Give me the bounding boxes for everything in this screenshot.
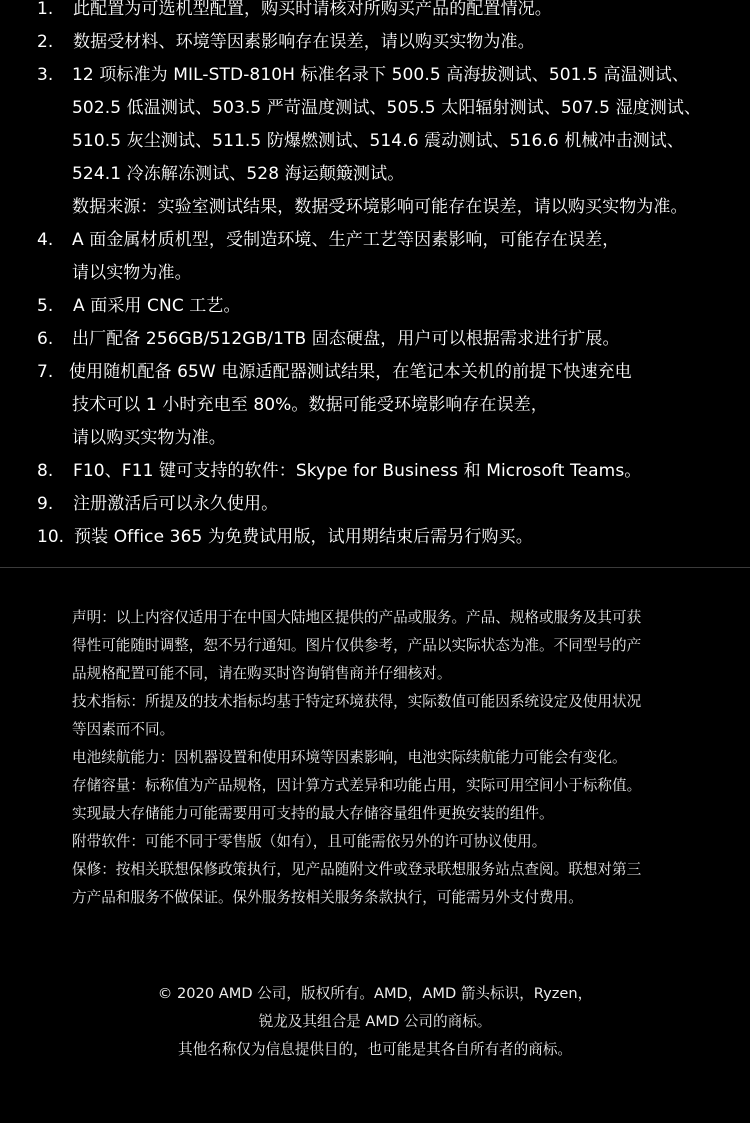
disclaimer-line: 等因素而不同。 xyxy=(72,721,175,738)
note-number: 1. xyxy=(37,0,54,19)
note-line: 技术可以 1 小时充电至 80%。数据可能受环境影响存在误差， xyxy=(72,395,548,415)
note-number: 8. xyxy=(37,461,54,481)
note-line: 请以实物为准。 xyxy=(72,263,192,283)
disclaimer-line: 附带软件：可能不同于零售版（如有），且可能需依另外的许可协议使用。 xyxy=(72,833,547,850)
note-line: 数据来源：实验室测试结果，数据受环境影响可能存在误差，请以购买实物为准。 xyxy=(72,197,688,217)
disclaimer-line: 品规格配置可能不同，请在购买时咨询销售商并仔细核对。 xyxy=(72,665,452,682)
disclaimer-line: 技术指标：所提及的技术指标均基于特定环境获得，实际数值可能因系统设定及使用状况 xyxy=(72,693,642,710)
note-line: A 面采用 CNC 工艺。 xyxy=(73,296,241,316)
footer-line: © 2020 AMD 公司，版权所有。AMD，AMD 箭头标识，Ryzen， xyxy=(157,985,593,1002)
note-line: A 面金属材质机型，受制造环境、生产工艺等因素影响，可能存在误差， xyxy=(72,230,620,250)
note-line: F10、F11 键可支持的软件：Skype for Business 和 Microsoft Teams。 xyxy=(73,461,642,481)
footer-line: 锐龙及其组合是 AMD 公司的商标。 xyxy=(258,1013,492,1030)
note-number: 4. xyxy=(37,230,54,250)
disclaimer-line: 方产品和服务不做保证。保外服务按相关服务条款执行，可能需另外支付费用。 xyxy=(72,889,583,906)
disclaimer-line: 声明：以上内容仅适用于在中国大陆地区提供的产品或服务。产品、规格或服务及其可获 xyxy=(72,609,642,626)
note-line: 请以购买实物为准。 xyxy=(72,428,226,448)
disclaimer-line: 实现最大存储能力可能需要用可支持的最大存储容量组件更换安装的组件。 xyxy=(72,805,554,822)
note-number: 10. xyxy=(37,527,65,547)
note-line: 预装 Office 365 为免费试用版，试用期结束后需另行购买。 xyxy=(74,527,533,547)
note-line: 出厂配备 256GB/512GB/1TB 固态硬盘，用户可以根据需求进行扩展。 xyxy=(72,329,620,349)
note-line: 注册激活后可以永久使用。 xyxy=(73,494,279,514)
note-number: 6. xyxy=(37,329,54,349)
disclaimer-line: 存储容量：标称值为产品规格，因计算方式差异和功能占用，实际可用空间小于标称值。 xyxy=(72,777,642,794)
note-number: 7. xyxy=(37,362,54,382)
note-number: 2. xyxy=(37,32,54,52)
note-line: 数据受材料、环境等因素影响存在误差，请以购买实物为准。 xyxy=(73,32,535,52)
note-number: 5. xyxy=(37,296,54,316)
note-line: 12 项标准为 MIL-STD-810H 标准名录下 500.5 高海拔测试、501.5 高温测试、 xyxy=(72,65,690,85)
footer-line: 其他名称仅为信息提供目的，也可能是其各自所有者的商标。 xyxy=(177,1041,573,1058)
disclaimer-line: 电池续航能力：因机器设置和使用环境等因素影响，电池实际续航能力可能会有变化。 xyxy=(72,749,627,766)
note-number: 3. xyxy=(37,65,54,85)
note-number: 9. xyxy=(37,494,54,514)
note-line: 510.5 灰尘测试、511.5 防爆燃测试、514.6 震动测试、516.6 机械冲击测试、 xyxy=(72,131,684,151)
note-line: 502.5 低温测试、503.5 严苛温度测试、505.5 太阳辐射测试、507.5 湿度测试、 xyxy=(72,98,702,118)
disclaimer-line: 保修：按相关联想保修政策执行，见产品随附文件或登录联想服务站点查阅。联想对第三 xyxy=(72,861,642,878)
note-line: 524.1 冷冻解冻测试、528 海运颠簸测试。 xyxy=(72,164,405,184)
section-divider xyxy=(0,567,750,568)
note-line: 使用随机配备 65W 电源适配器测试结果，在笔记本关机的前提下快速充电 xyxy=(69,362,632,382)
note-line: 此配置为可选机型配置，购买时请核对所购买产品的配置情况。 xyxy=(73,0,552,19)
disclaimer-line: 得性可能随时调整，恕不另行通知。图片仅供参考，产品以实际状态为准。不同型号的产 xyxy=(72,637,642,654)
